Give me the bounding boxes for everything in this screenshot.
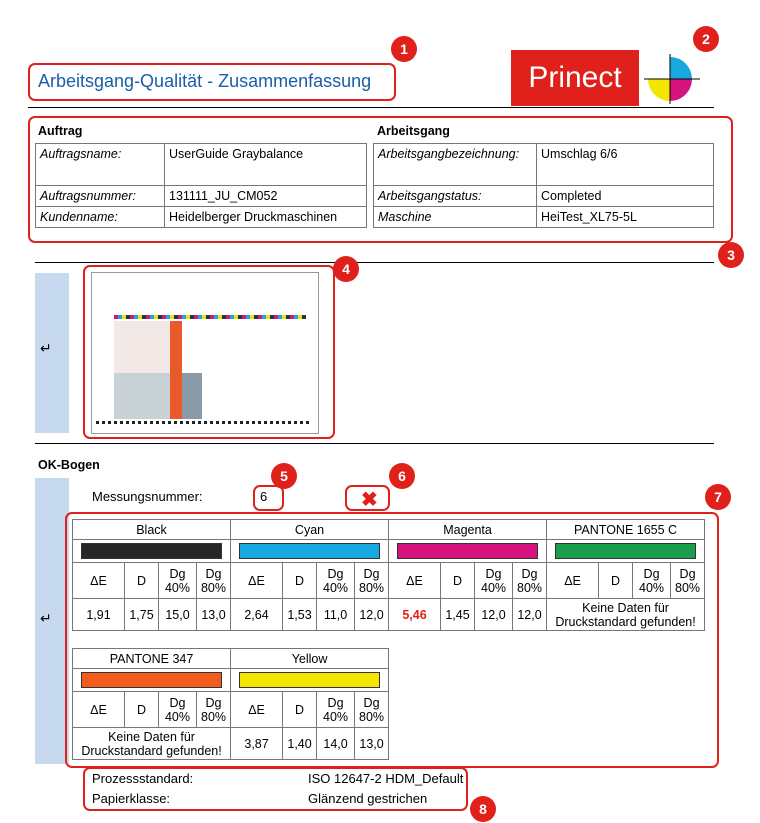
cyan-dg40: 11,0 bbox=[317, 599, 355, 631]
kundenname-label: Kundenname: bbox=[36, 207, 165, 228]
col-de: ΔE bbox=[231, 692, 283, 728]
arbeitsgangbezeichnung-label: Arbeitsgangbezeichnung: bbox=[374, 144, 537, 186]
col-de: ΔE bbox=[547, 563, 599, 599]
col-dg80: Dg 80% bbox=[197, 563, 231, 599]
jump-arrow-icon[interactable]: ↵ bbox=[40, 340, 52, 356]
col-d: D bbox=[125, 563, 159, 599]
callout-6: 6 bbox=[389, 463, 415, 489]
col-dg40: Dg 40% bbox=[317, 692, 355, 728]
col-d: D bbox=[441, 563, 475, 599]
ink-name-black: Black bbox=[73, 520, 231, 540]
callout-box-6 bbox=[345, 485, 390, 511]
col-d: D bbox=[283, 563, 317, 599]
yellow-dg40: 14,0 bbox=[317, 728, 355, 760]
messungsnummer-value: 6 bbox=[260, 489, 268, 504]
callout-3: 3 bbox=[718, 242, 744, 268]
col-de: ΔE bbox=[231, 563, 283, 599]
black-de: 1,91 bbox=[73, 599, 125, 631]
col-dg40: Dg 40% bbox=[317, 563, 355, 599]
messungsnummer-label: Messungsnummer: bbox=[92, 489, 203, 504]
cyan-de: 2,64 bbox=[231, 599, 283, 631]
black-dg80: 13,0 bbox=[197, 599, 231, 631]
callout-box-4 bbox=[83, 265, 335, 439]
col-dg80: Dg 80% bbox=[355, 692, 389, 728]
col-dg80: Dg 80% bbox=[671, 563, 705, 599]
header-divider bbox=[28, 107, 714, 108]
col-dg80: Dg 80% bbox=[513, 563, 547, 599]
maschine-label: Maschine bbox=[374, 207, 537, 228]
maschine-value: HeiTest_XL75-5L bbox=[537, 207, 714, 228]
cyan-dg80: 12,0 bbox=[355, 599, 389, 631]
auftragsnummer-label: Auftragsnummer: bbox=[36, 186, 165, 207]
yellow-de: 3,87 bbox=[231, 728, 283, 760]
col-dg40: Dg 40% bbox=[159, 692, 197, 728]
ink-name-pantone-1655c: PANTONE 1655 C bbox=[547, 520, 705, 540]
callout-1: 1 bbox=[391, 36, 417, 62]
pantone-347-no-data: Keine Daten für Druckstandard gefunden! bbox=[73, 728, 231, 760]
callout-2: 2 bbox=[693, 26, 719, 52]
ok-bogen-heading: OK-Bogen bbox=[38, 458, 100, 472]
ink-name-yellow: Yellow bbox=[231, 649, 389, 669]
color-registration-icon bbox=[642, 52, 702, 106]
auftragsname-value: UserGuide Graybalance bbox=[165, 144, 367, 186]
auftragsname-label: Auftragsname: bbox=[36, 144, 165, 186]
col-d: D bbox=[599, 563, 633, 599]
arbeitsgangstatus-label: Arbeitsgangstatus: bbox=[374, 186, 537, 207]
section-divider-2 bbox=[35, 443, 714, 444]
magenta-de: 5,46 bbox=[389, 599, 441, 631]
callout-box-8 bbox=[83, 767, 468, 811]
col-dg80: Dg 80% bbox=[355, 563, 389, 599]
prinect-logo: Prinect bbox=[511, 50, 639, 106]
magenta-dg80: 12,0 bbox=[513, 599, 547, 631]
col-dg40: Dg 40% bbox=[633, 563, 671, 599]
kundenname-value: Heidelberger Druckmaschinen bbox=[165, 207, 367, 228]
magenta-d: 1,45 bbox=[441, 599, 475, 631]
prozessstandard-value: ISO 12647-2 HDM_Default bbox=[308, 771, 464, 786]
auftrag-heading: Auftrag bbox=[38, 124, 83, 138]
status-x-icon: ✖ bbox=[361, 489, 378, 511]
col-d: D bbox=[125, 692, 159, 728]
callout-box-5 bbox=[253, 485, 284, 511]
ink-name-cyan: Cyan bbox=[231, 520, 389, 540]
callout-4: 4 bbox=[333, 256, 359, 282]
arbeitsgangstatus-value: Completed bbox=[537, 186, 714, 207]
col-dg40: Dg 40% bbox=[159, 563, 197, 599]
col-de: ΔE bbox=[73, 563, 125, 599]
callout-box-1 bbox=[28, 63, 396, 101]
ink-name-magenta: Magenta bbox=[389, 520, 547, 540]
jump-arrow-icon-2[interactable]: ↵ bbox=[40, 610, 52, 626]
callout-box-3 bbox=[28, 116, 733, 243]
page-title: Arbeitsgang-Qualität - Zusammenfassung bbox=[38, 71, 372, 91]
auftragsnummer-value: 131111_JU_CM052 bbox=[165, 186, 367, 207]
pantone-1655c-no-data: Keine Daten für Druckstandard gefunden! bbox=[547, 599, 705, 631]
yellow-dg80: 13,0 bbox=[355, 728, 389, 760]
ink-name-pantone-347: PANTONE 347 bbox=[73, 649, 231, 669]
cyan-d: 1,53 bbox=[283, 599, 317, 631]
magenta-dg40: 12,0 bbox=[475, 599, 513, 631]
col-de: ΔE bbox=[73, 692, 125, 728]
callout-box-7 bbox=[65, 512, 719, 768]
prozessstandard-label: Prozessstandard: bbox=[92, 771, 194, 786]
col-de: ΔE bbox=[389, 563, 441, 599]
black-d: 1,75 bbox=[125, 599, 159, 631]
yellow-d: 1,40 bbox=[283, 728, 317, 760]
callout-7: 7 bbox=[705, 484, 731, 510]
col-d: D bbox=[283, 692, 317, 728]
callout-8: 8 bbox=[470, 796, 496, 822]
callout-5: 5 bbox=[271, 463, 297, 489]
col-dg80: Dg 80% bbox=[197, 692, 231, 728]
black-dg40: 15,0 bbox=[159, 599, 197, 631]
section-divider-1 bbox=[35, 262, 714, 263]
col-dg40: Dg 40% bbox=[475, 563, 513, 599]
papierklasse-value: Glänzend gestrichen bbox=[308, 791, 428, 806]
arbeitsgangbezeichnung-value: Umschlag 6/6 bbox=[537, 144, 714, 186]
papierklasse-label: Papierklasse: bbox=[92, 791, 171, 806]
arbeitsgang-heading: Arbeitsgang bbox=[377, 124, 450, 138]
